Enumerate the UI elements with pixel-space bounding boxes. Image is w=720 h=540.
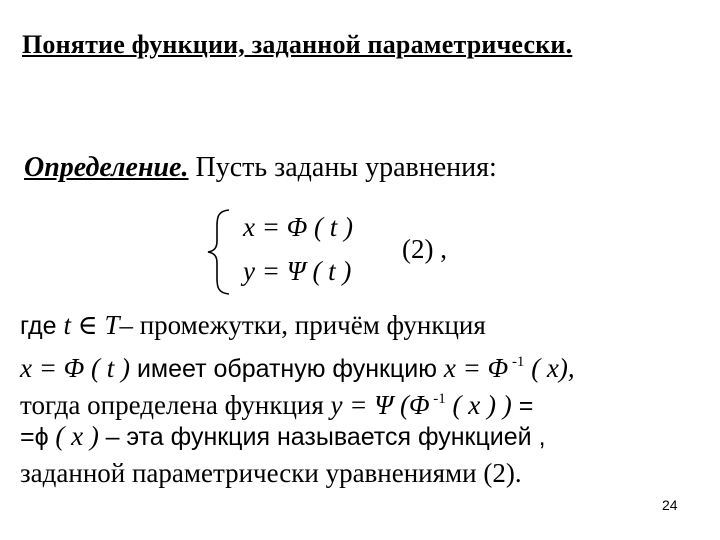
page-number: 24 [662,497,678,513]
math-expression: ( x ) ) [445,390,512,420]
text-segment: имеет обратную функцию [130,355,444,383]
math-expression: y = Ψ (Φ [330,390,430,420]
math-symbol: = [511,392,534,420]
body-line-2 [20,344,710,381]
math-variable: T [104,310,120,340]
math-expression: ( x), [524,353,575,383]
math-expression: ( x ) [48,421,106,451]
curly-brace-icon [205,208,235,296]
text-segment: – промежутки, причём функция [119,310,486,340]
body-line-3 [20,381,710,418]
equation-y: y = Ψ ( t ) [243,256,352,286]
text-segment: – эта функция называется функцией , [105,423,546,451]
superscript: -1 [508,354,525,370]
definition-term: Определение. [24,152,189,183]
math-expression: x = Φ [443,353,509,383]
text-segment: тогда определена функция [20,390,331,420]
slide-title: Понятие функции, заданной параметрически. [22,30,573,59]
body-line-4 [20,418,710,455]
body-line-5: заданной параметрически уравнениями (2). [20,458,522,488]
equation-number: (2) , [402,234,447,264]
math-variable: t [63,310,71,340]
math-symbol: =ϕ [20,423,49,451]
text-segment: где [20,312,64,340]
equation-system [205,208,475,296]
equation-x: x = Φ ( t ) [243,212,353,242]
definition-line [24,152,497,184]
superscript: -1 [429,391,446,407]
definition-text: Пусть заданы уравнения: [188,152,497,183]
body-line-1 [20,307,710,344]
math-symbol: ∈ [70,310,105,340]
definition-body [20,307,710,492]
math-expression: x = Φ ( t ) [20,353,130,383]
